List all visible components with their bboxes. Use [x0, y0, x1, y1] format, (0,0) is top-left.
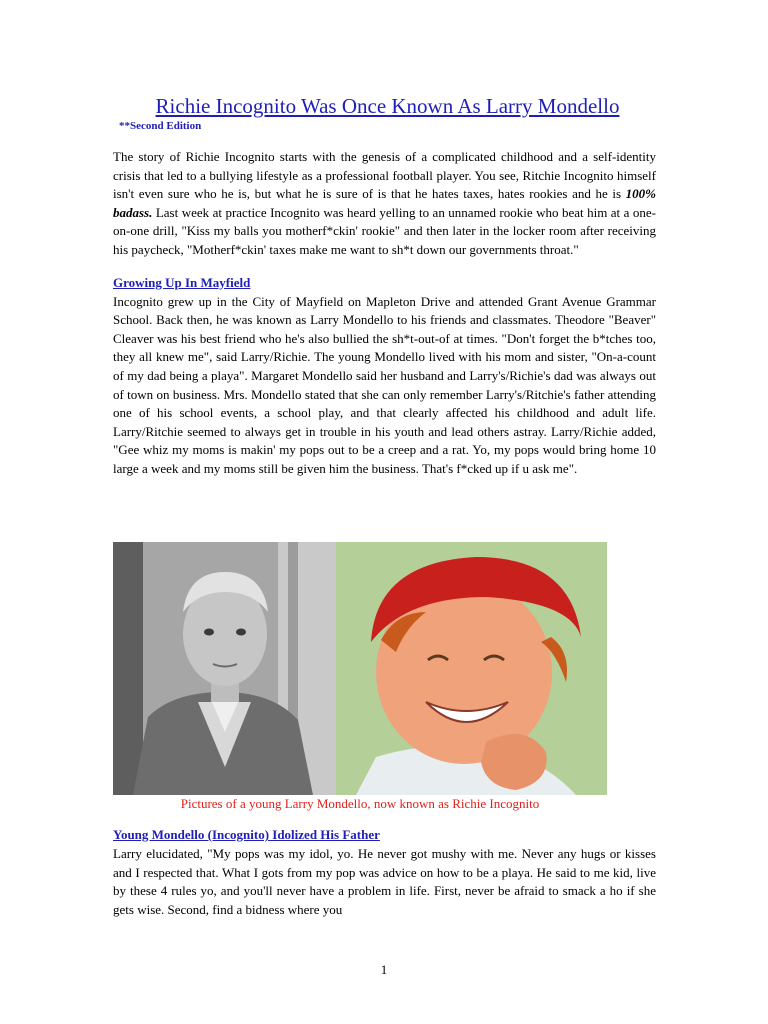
intro-text-end: Last week at practice Incognito was heard yelling to an unnamed rookie who beat him at a one-on-one drill, "Kiss my balls you motherf*ckin' rookie" and then later in the locker room after receiving his paycheck, "Motherf*ckin' taxes make me want to sh*t down our governments throat." [113, 204, 656, 257]
photo-young-mondello-bw [113, 542, 336, 795]
intro-text-start: The story of Richie Incognito starts with the genesis of a complicated childhood and a self-identity crisis that led to a bullying lifestyle as a professional football player. You see, Ritchie Incognito himself isn't even sure who he is, but what he is sure of is that he hates taxes, hates rookies and he is [113, 149, 656, 202]
document-page [113, 92, 656, 479]
section-father [113, 826, 656, 919]
intro-paragraph [113, 148, 656, 260]
section-body-father: Larry elucidated, "My pops was my idol, yo. He never got mushy with me. Never any hugs or kisses and I respected that. What I gots from my pop was advice on how to be a playa. He said to me kid, live by these 4 rules yo, and you'll never have a problem in life. First, never be afraid to smack a ho if she gets wise. Second, find a bidness where you [113, 846, 656, 917]
photo-caption: Pictures of a young Larry Mondello, now known as Richie Incognito [180, 796, 540, 811]
photo-color-illustration [336, 542, 607, 795]
section-heading-father: Young Mondello (Incognito) Idolized His Father [113, 827, 380, 842]
section-body-growing-up: Incognito grew up in the City of Mayfield on Mapleton Drive and attended Grant Avenue Grammar School. Back then, he was known as Larry Mondello to his friends and classmates. Theodore "Beaver" Cleaver was his best friend who he's also bullied the sh*t-out-of at times. "Don't forget the b*tches too, they all knew me", said Larry/Richie. The young Mondello lived with his mom and sister, "On-a-count of my dad being a playa". Margaret Mondello said her husband and Larry's/Richie's dad was always out of town on business. Mrs. Mondello stated that she can only remember Larry's/Ritchie's father attending one of his school events, a school play, and that clearly affected his childhood and adult life. Larry/Ritchie seemed to always get in trouble in his youth and lead others astray. Larry/Richie added, "Gee whiz my moms is makin' my pops out to be a creep and a rat. Yo, my pops would bring home 10 large a week and my moms still be given him the business. That's f*cked up if u ask me". [113, 293, 656, 476]
section-heading-growing-up: Growing Up In Mayfield [113, 274, 251, 290]
photo-row [113, 542, 607, 795]
page-number: 1 [380, 962, 388, 977]
photo-bw-illustration [113, 542, 336, 795]
intro-emphasis: 100% badass. [113, 186, 656, 220]
photo-young-mondello-color [336, 542, 607, 795]
document-title: Richie Incognito Was Once Known As Larry Mondello [155, 94, 620, 118]
edition-label: **Second Edition [119, 120, 202, 132]
